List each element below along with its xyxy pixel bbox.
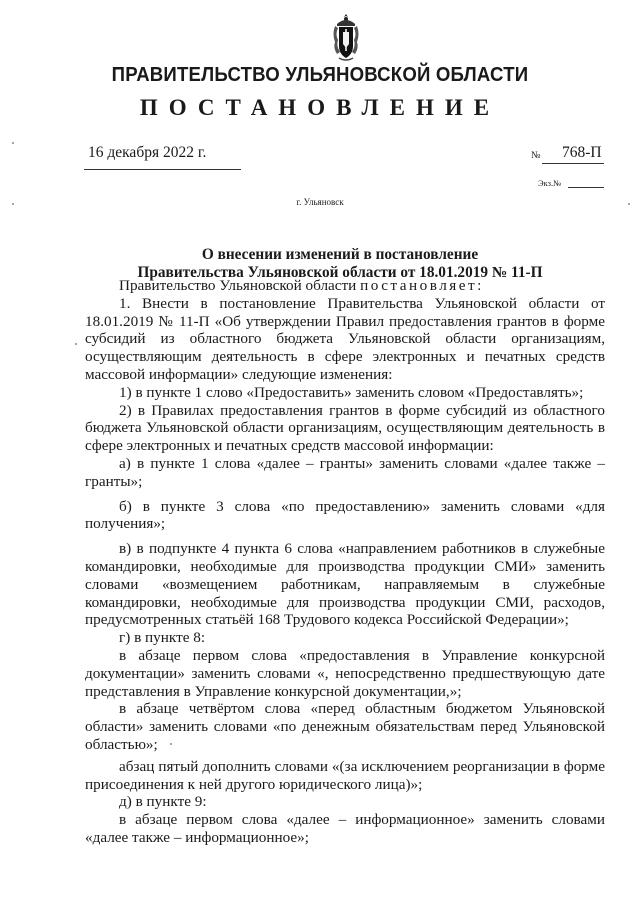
- scan-speck: [12, 142, 14, 144]
- date-underline: [84, 169, 241, 170]
- paragraph-item-g: г) в пункте 8:: [119, 629, 206, 647]
- paragraph-g-2: в абзаце четвёртом слова «перед областным бюджетом Ульяновской области» заменить словами «по денежным обязательствам перед Ульяновской областью»;: [85, 700, 605, 753]
- paragraph-item-b: б) в пункте 3 слова «по предоставлению» заменить словами «для получения»;: [85, 497, 605, 533]
- paragraph-g-1: в абзаце первом слова «предоставления в Управление конкурсной документации» заменить словами «, непосредственно предшествующую дате представления в Управление конкурсной документации,»;: [85, 646, 605, 700]
- scan-speck: [12, 203, 14, 205]
- copy-number-underline: [568, 187, 604, 188]
- document-type: ПОСТАНОВЛЕНИЕ: [139, 95, 501, 120]
- coat-of-arms-icon: [331, 12, 361, 64]
- government-name: ПРАВИТЕЛЬСТВО УЛЬЯНОВСКОЙ ОБЛАСТИ: [111, 64, 529, 86]
- document-body: [85, 277, 605, 847]
- paragraph-item-1: 1) в пункте 1 слово «Предоставить» заменить словом «Предоставлять»;: [119, 383, 584, 401]
- number-sign: №: [531, 150, 541, 161]
- paragraph-g-3: абзац пятый дополнить словами «(за исключением реорганизации в форме присоединения к ней другого юридического лица)»;: [85, 757, 605, 793]
- title-line-1: О внесении изменений в постановление: [201, 246, 479, 263]
- intro-paragraph: Правительство Ульяновской области постановляет:: [119, 277, 482, 294]
- title-line-2: Правительства Ульяновской области от 18.01.2019 № 11-П: [137, 264, 543, 281]
- document-number: 768-П: [562, 144, 602, 161]
- paragraph-item-2: 2) в Правилах предоставления грантов в форме субсидий из областного бюджета Ульяновской области организациям, осуществляющим деятельность в сфере электронных и печатных средств массовой информации:: [85, 401, 605, 455]
- city-name: г. Ульяновск: [296, 197, 344, 207]
- copy-number-label: Экз.№: [538, 178, 562, 188]
- scan-speck: [628, 203, 630, 205]
- document-date: 16 декабря 2022 г.: [88, 144, 207, 161]
- paragraph-item-a: а) в пункте 1 слова «далее – гранты» заменить словами «далее также – гранты»;: [85, 454, 605, 490]
- scan-speck: [170, 743, 172, 745]
- paragraph-1: 1. Внести в постановление Правительства Ульяновской области от 18.01.2019 № 11-П «Об утверждении Правил предоставления грантов в форме субсидий из областного бюджета Ульяновской области организациям, осуществляющим деятельность в сфере электронных и печатных средств массовой информации» следующие изменения:: [85, 294, 605, 383]
- number-underline: [542, 163, 604, 164]
- scan-speck: [75, 343, 77, 345]
- paragraph-item-v: в) в подпункте 4 пункта 6 слова «направлением работников в служебные командировки, необходимые для производства продукции СМИ» заменить словами «возмещением работникам, направляемым в служебные командировки, необходимые для производства продукции СМИ, расходов, предусмотренных статьёй 168 Трудового кодекса Российской Федерации»;: [85, 540, 605, 629]
- paragraph-d-1: в абзаце первом слова «далее – информационное» заменить словами «далее также – информационное»;: [85, 811, 605, 846]
- paragraph-item-d: д) в пункте 9:: [119, 793, 207, 811]
